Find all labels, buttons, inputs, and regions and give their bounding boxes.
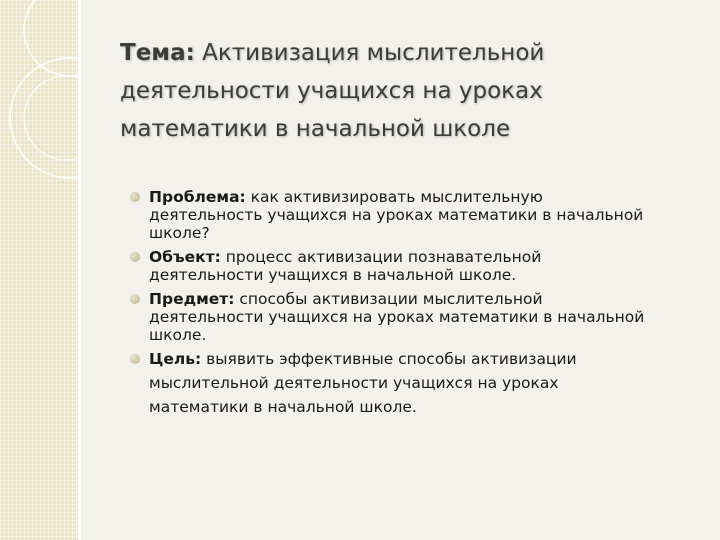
- item-term: Предмет:: [149, 290, 235, 308]
- title-text: Активизация мыслительной деятельности учащихся на уроках математики в начальной школе: [120, 40, 545, 142]
- list-item-object: [130, 248, 650, 284]
- bullet-list: [130, 188, 650, 425]
- side-divider: [78, 0, 81, 540]
- circles-ornament-icon: [0, 0, 78, 540]
- slide-title: [120, 34, 680, 148]
- bullet-icon: [130, 252, 140, 262]
- list-item-goal: [130, 347, 650, 419]
- title-lead: Тема:: [120, 40, 195, 66]
- bullet-icon: [130, 294, 140, 304]
- bullet-icon: [130, 354, 140, 364]
- list-item-problem: [130, 188, 650, 242]
- item-text: выявить эффективные способы активизации мыслительной деятельности учащихся на уроках математики в начальной школе.: [149, 350, 577, 416]
- decorative-side-band: [0, 0, 78, 540]
- item-text: как активизировать мыслительную деятельность учащихся на уроках математики в начальной школе?: [149, 188, 644, 242]
- item-text: способы активизации мыслительной деятельности учащихся на уроках математики в начальной школе.: [149, 290, 645, 344]
- item-term: Проблема:: [149, 188, 246, 206]
- bullet-icon: [130, 192, 140, 202]
- item-text: процесс активизации познавательной деятельности учащихся в начальной школе.: [149, 248, 542, 284]
- item-term: Объект:: [149, 248, 221, 266]
- item-term: Цель:: [149, 350, 202, 368]
- list-item-subject: [130, 290, 650, 344]
